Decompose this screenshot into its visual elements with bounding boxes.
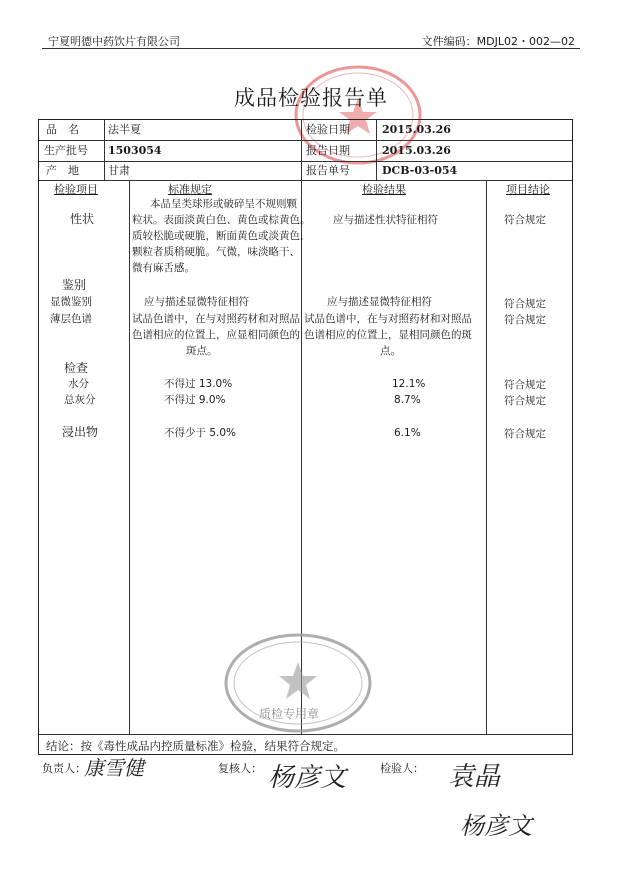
- row-divider: [39, 140, 572, 141]
- col-divider: [129, 180, 130, 734]
- inspector-label: 检验人：: [380, 762, 424, 775]
- traits-standard-line: 粒状。表面淡黄白色、黄色或棕黄色。: [132, 214, 311, 226]
- report-date-value: 2015.03.26: [382, 144, 451, 157]
- water-result: 12.1%: [392, 378, 426, 390]
- conclusion-text: 结论：按《毒性成品内控质量标准》检验，结果符合规定。: [46, 739, 345, 753]
- extract-conclusion: 符合规定: [504, 428, 546, 440]
- micro-conclusion: 符合规定: [504, 298, 546, 310]
- quality-seal-text: 质检专用章: [259, 707, 320, 721]
- traits-standard-line: 质较松脆或硬脆，断面黄色或淡黄色，: [132, 230, 311, 242]
- responsible-signature: 康雪健: [84, 756, 144, 780]
- header-divider: [42, 48, 580, 49]
- traits-conclusion: 符合规定: [504, 214, 546, 226]
- tlc-result-line: 点。: [380, 345, 401, 357]
- micro-item: 显微鉴别: [50, 296, 92, 308]
- responsible-label: 负责人：: [42, 762, 86, 775]
- batch-value: 1503054: [108, 144, 162, 157]
- col-header-standard: 标准规定: [168, 183, 212, 196]
- report-no-label: 报告单号: [306, 164, 350, 177]
- inspector-signature: 袁晶: [448, 762, 501, 792]
- product-label: 品 名: [46, 123, 79, 136]
- col-header-result: 检验结果: [362, 183, 406, 196]
- tlc-result-line: 色谱相应的位置上，显相同颜色的斑: [304, 329, 472, 341]
- reviewer-label: 复核人：: [218, 762, 262, 775]
- row-divider: [39, 180, 572, 181]
- origin-value: 甘肃: [108, 164, 130, 177]
- tlc-standard-line: 斑点。: [186, 345, 218, 357]
- col-divider: [376, 120, 377, 180]
- company-name: 宁夏明德中药饮片有限公司: [48, 35, 180, 48]
- extract-item: 浸出物: [62, 425, 99, 439]
- col-divider: [486, 180, 487, 734]
- micro-result: 应与描述显微特征相符: [327, 296, 432, 308]
- traits-standard-line: 颗粒者质稍硬脆。气微，味淡略干、: [132, 246, 300, 258]
- extract-result: 6.1%: [394, 427, 421, 439]
- col-header-item: 检验项目: [54, 183, 98, 196]
- check-group-label: 检查: [64, 361, 89, 375]
- ash-item: 总灰分: [64, 394, 96, 406]
- tlc-result-line: 试品色谱中，在与对照药材和对照品: [304, 313, 472, 325]
- ash-standard: 不得过 9.0%: [164, 394, 226, 406]
- tlc-standard-line: 色谱相应的位置上，应显相同颜色的: [132, 329, 300, 341]
- test-date-value: 2015.03.26: [382, 123, 451, 136]
- test-date-label: 检验日期: [306, 123, 350, 136]
- traits-item: 性状: [70, 212, 95, 226]
- page-title: 成品检验报告单: [234, 86, 388, 110]
- tlc-conclusion: 符合规定: [504, 314, 546, 326]
- col-header-conclusion: 项目结论: [506, 183, 550, 196]
- water-conclusion: 符合规定: [504, 379, 546, 391]
- tlc-item: 薄层色谱: [50, 313, 92, 325]
- reviewer-signature: 杨彦文: [268, 763, 347, 793]
- document-code: 文件编码：MDJL02・002—02: [421, 35, 575, 48]
- inspector-signature-2: 杨彦文: [460, 812, 532, 840]
- water-item: 水分: [68, 378, 89, 390]
- report-no-value: DCB-03-054: [382, 164, 458, 177]
- col-divider: [104, 120, 105, 180]
- report-date-label: 报告日期: [306, 144, 350, 157]
- tlc-standard-line: 试品色谱中，在与对照药材和对照品: [132, 313, 300, 325]
- micro-standard: 应与描述显微特征相符: [144, 296, 249, 308]
- col-divider: [301, 120, 302, 180]
- ident-group-label: 鉴别: [62, 278, 87, 292]
- batch-label: 生产批号: [44, 144, 88, 157]
- origin-label: 产 地: [46, 164, 79, 177]
- traits-standard-line: 微有麻舌感。: [132, 262, 195, 274]
- extract-standard: 不得少于 5.0%: [164, 427, 237, 439]
- water-standard: 不得过 13.0%: [164, 378, 233, 390]
- traits-result: 应与描述性状特征相符: [333, 214, 438, 226]
- ash-conclusion: 符合规定: [504, 395, 546, 407]
- traits-standard-line: 本品呈类球形或破碎呈不规则颗: [150, 198, 297, 210]
- product-value: 法半夏: [108, 123, 141, 136]
- ash-result: 8.7%: [394, 394, 421, 406]
